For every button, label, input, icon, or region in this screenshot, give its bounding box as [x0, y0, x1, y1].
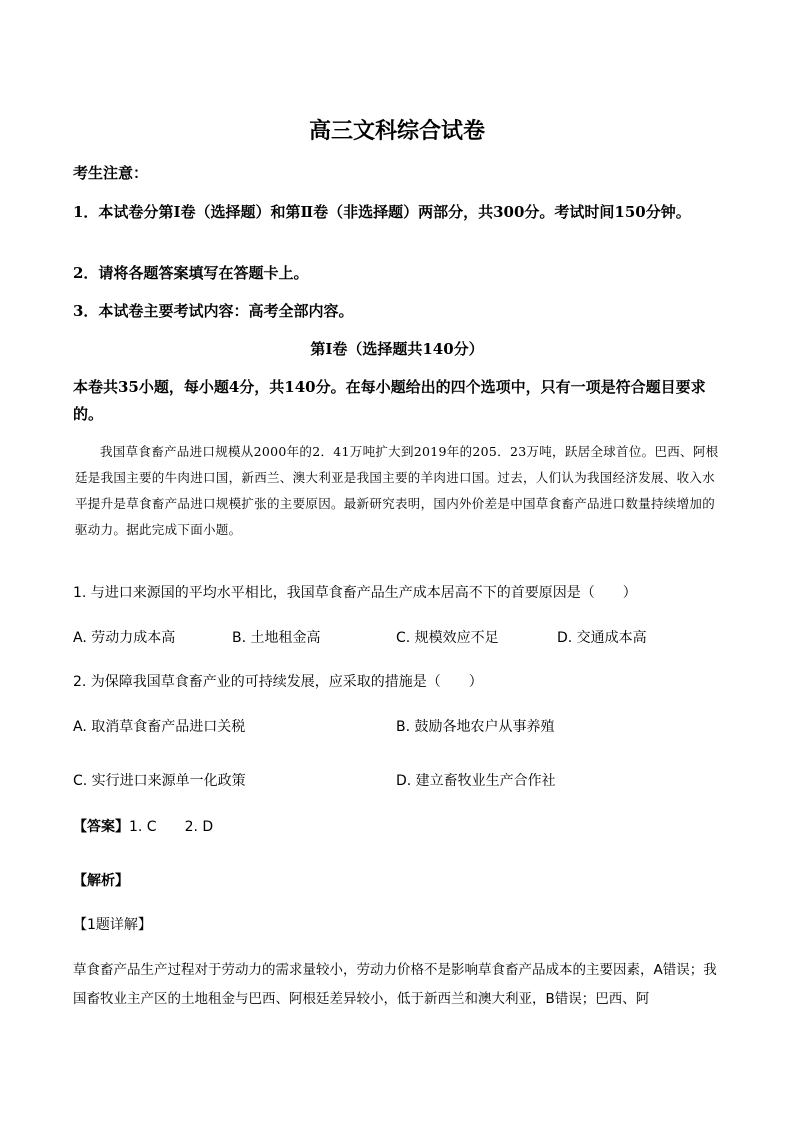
- answer-label: 【答案】: [73, 819, 129, 835]
- notice-3: 3．本试卷主要考试内容：高考全部内容。: [73, 302, 354, 320]
- question-1-stem: 1. 与进口来源国的平均水平相比，我国草食畜产品生产成本居高不下的首要原因是（ ）: [73, 585, 637, 601]
- question-1-option-c: C. 规模效应不足: [396, 630, 499, 646]
- question-1-option-a: A. 劳动力成本高: [73, 630, 176, 646]
- question-2-option-c: C. 实行进口来源单一化政策: [73, 773, 246, 789]
- answer-values: 1. C 2. D: [129, 819, 214, 835]
- question-2-option-a: A. 取消草食畜产品进口关税: [73, 719, 246, 735]
- question-2-stem: 2. 为保障我国草食畜产业的可持续发展，应采取的措施是（ ）: [73, 674, 483, 690]
- notice-heading: 考生注意：: [73, 164, 149, 182]
- question-1-option-b: B. 土地租金高: [232, 630, 321, 646]
- page-title: 高三文科综合试卷: [308, 118, 485, 144]
- analysis-label: 【解析】: [73, 873, 129, 889]
- explanation-text: 草食畜产品生产过程对于劳动力的需求量较小，劳动力价格不是影响草食畜产品成本的主要因素，A错误；我国畜牧业主产区的土地租金与巴西、阿根廷差异较小，低于新西兰和澳大利亚，B错误；巴西、阿: [73, 962, 717, 1007]
- section-intro: 本卷共35小题，每小题4分，共140分。在每小题给出的四个选项中，只有一项是符合题目要求的。: [73, 378, 706, 423]
- notice-2: 2．请将各题答案填写在答题卡上。: [73, 264, 309, 282]
- notice-1: 1．本试卷分第Ⅰ卷（选择题）和第Ⅱ卷（非选择题）两部分，共300分。考试时间150分钟。: [73, 203, 691, 221]
- detail-label: 【1题详解】: [73, 917, 152, 933]
- question-2-option-d: D. 建立畜牧业生产合作社: [396, 773, 556, 789]
- question-2-option-b: B. 鼓励各地农户从事养殖: [396, 719, 555, 735]
- question-1-option-d: D. 交通成本高: [557, 630, 647, 646]
- reading-passage: 我国草食畜产品进口规模从2000年的2．41万吨扩大到2019年的205．23万吨，跃居全球首位。巴西、阿根廷是我国主要的牛肉进口国，新西兰、澳大利亚是我国主要的羊肉进口国。过去，人们认为我国经济发展、收入水平提升是草食畜产品进口规模扩张的主要原因。最新研究表明，国内外价差是中国草食畜产品进口数量持续增加的驱动力。据此完成下面小题。: [75, 444, 719, 537]
- section-title: 第Ⅰ卷（选择题共140分）: [310, 340, 484, 358]
- answer-row: [73, 816, 213, 836]
